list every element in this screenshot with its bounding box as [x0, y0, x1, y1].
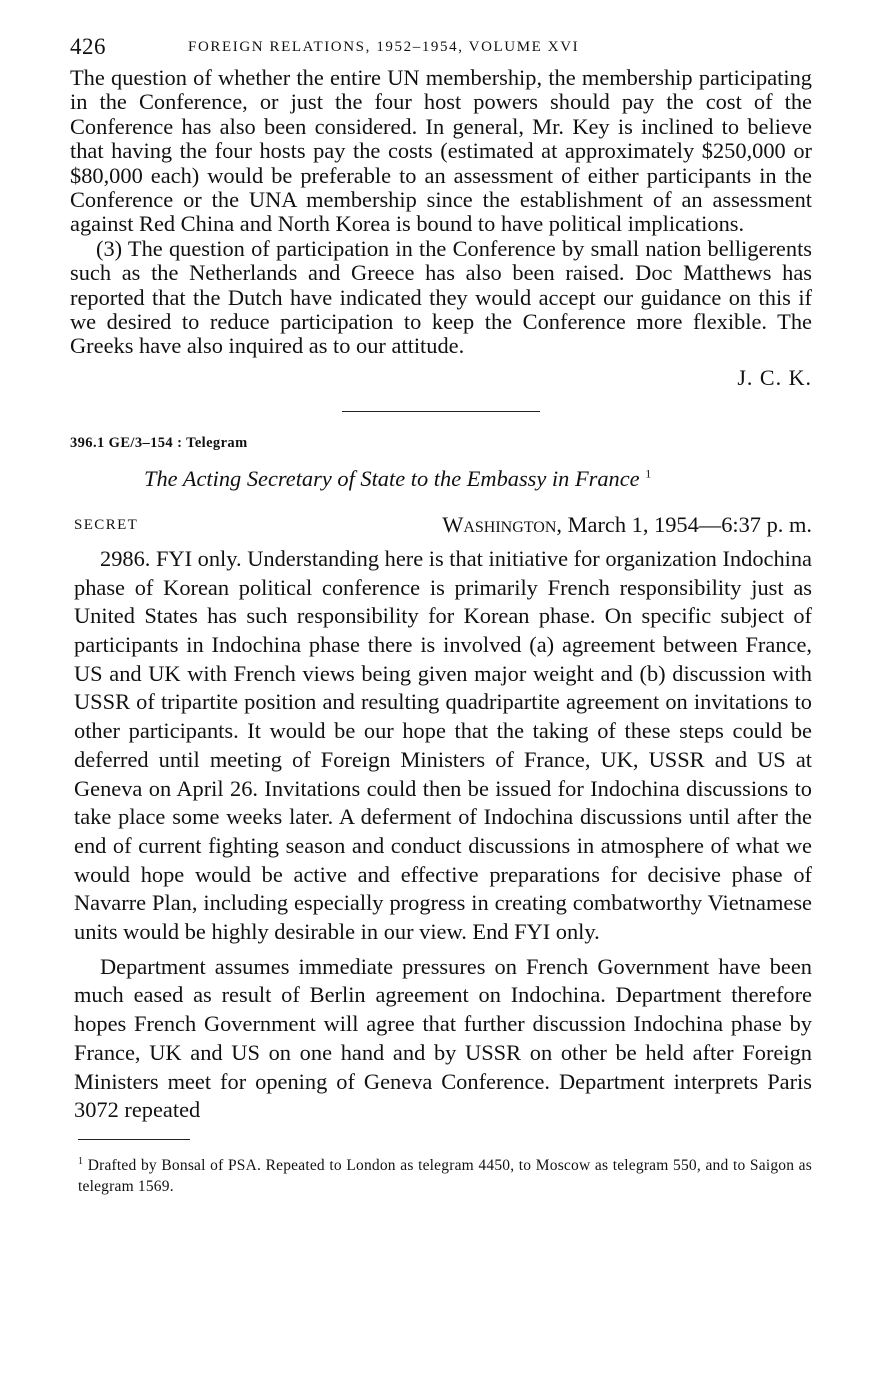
section-divider: [342, 411, 540, 412]
author-initials: J. C. K.: [737, 364, 812, 390]
footnote-divider: [78, 1139, 190, 1140]
footnote-text: Drafted by Bonsal of PSA. Repeated to London as telegram 4450, to Moscow as telegram 550, and to Saigon as telegram 1569.: [78, 1157, 812, 1195]
place-and-date: [442, 512, 812, 538]
classification-label: SECRET: [74, 516, 139, 533]
date: March 1, 1954—6:37 p. m.: [567, 511, 812, 537]
document-page: [70, 26, 812, 1197]
place: Washington,: [442, 511, 562, 537]
dateline: [70, 512, 812, 542]
participation-paragraph: (3) The question of participation in the Conference by small nation belligerents such as the Netherlands and Greece has also been raised. Doc Matthews has reported that the Dutch have indicated they would accept our guidance on this if we desired to reduce participation to keep the Conference more flexible. The Greeks have also inquired as to our attitude.: [70, 235, 812, 359]
document-title-text: The Acting Secretary of State to the Embassy in France: [144, 465, 640, 491]
telegram-paragraph: 2986. FYI only. Understanding here is that initiative for organization Indochina phase of Korean political conference is primarily French responsibility just as United States has such responsibility for Korean phase. On specific subject of participants in Indochina phase there is involved (a) agreement between France, US and UK with French views being given major weight and (b) discussion with USSR of tripartite position and resulting quadripartite agreement on invitations to other participants. It would be our hope that the taking of these steps could be deferred until meeting of Foreign Ministers of France, UK, USSR and US at Geneva on April 26. Invitations could then be issued for Indochina discussions to take place some weeks later. A deferment of Indochina discussions until after the end of current fighting season and conduct discussions in atmosphere of what we would hope would be active and effective preparations for decisive phase of Navarre Plan, including especially progress in creating combatworthy Vietnamese units would be highly desirable in our view. End FYI only.: [74, 545, 812, 945]
footnote-marker: 1: [78, 1155, 84, 1167]
footnote-reference: 1: [645, 466, 652, 481]
telegram-paragraph: Department assumes immediate pressures on French Government have been much eased as result of Berlin agreement on Indochina. Department therefore hopes French Government will agree that further discussion Indochina phase by France, UK and US on one hand and by USSR on other be held after Foreign Ministers meet for opening of Geneva Conference. Department interprets Paris 3072 repeated: [74, 953, 812, 1123]
continuation-paragraph: The question of whether the entire UN membership, the membership participating in the Conference, or just the four host powers should pay the cost of the Conference has also been considered. In general, Mr. Key is inclined to believe that having the four hosts pay the costs (estimated at approximately $250,000 or $80,000 each) would be preferable to an assessment of either participants in the Conference or the UNA membership since the establishment of an assessment against Red China and North Korea is bound to have political implications.: [70, 65, 812, 237]
running-head: FOREIGN RELATIONS, 1952–1954, VOLUME XVI: [188, 39, 580, 55]
footnote: [70, 1152, 812, 1197]
page-header: [70, 26, 812, 66]
telegram-body: [70, 545, 812, 1125]
page-number: 426: [70, 34, 106, 59]
file-reference: 396.1 GE/3–154 : Telegram: [70, 434, 248, 451]
document-title: [70, 466, 812, 492]
